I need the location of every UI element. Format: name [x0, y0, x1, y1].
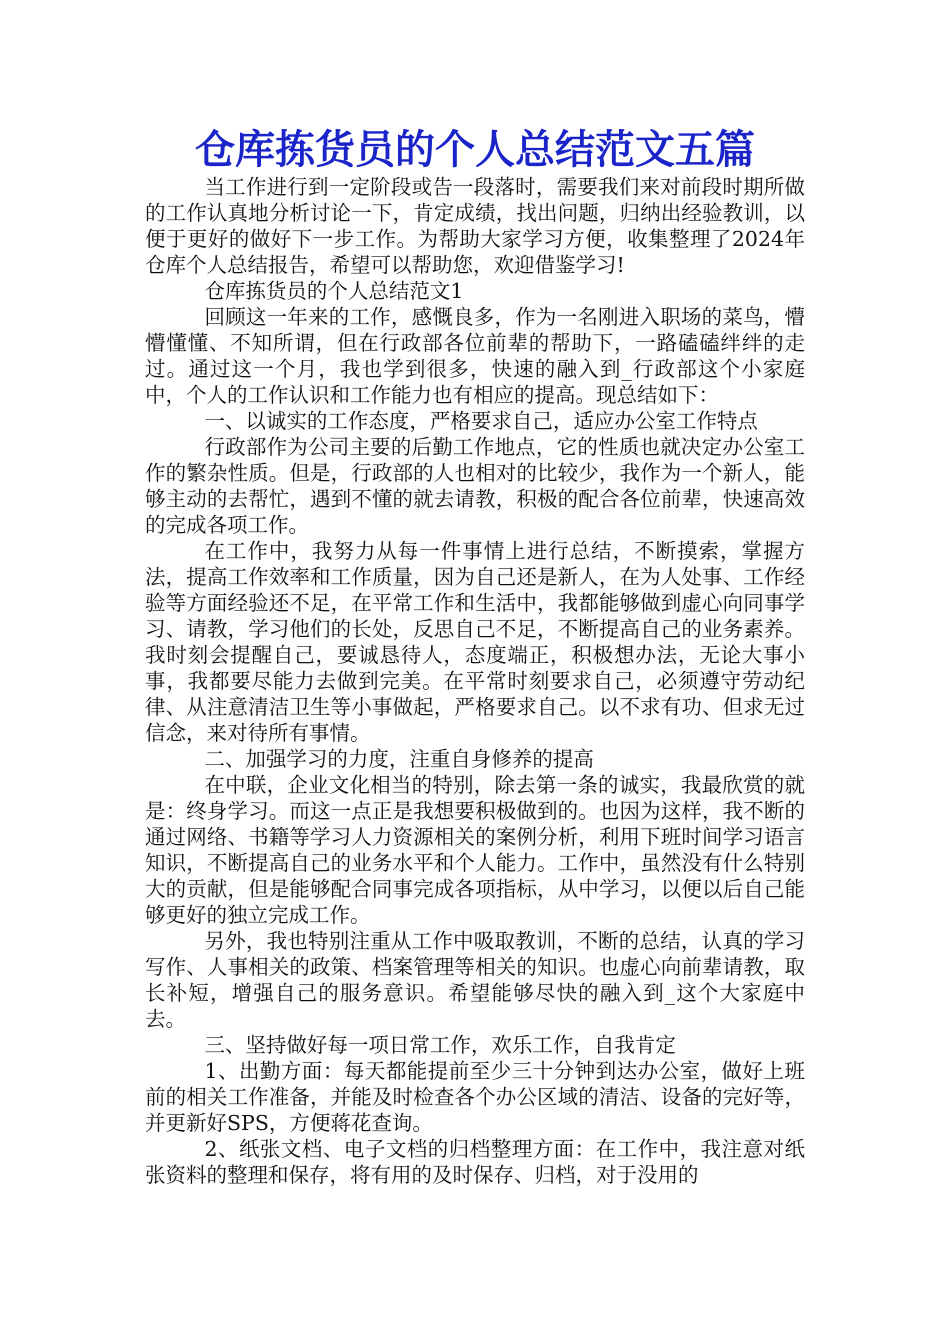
paragraph-review: 回顾这一年来的工作，感慨良多，作为一名刚进入职场的菜鸟，懵懵懂懂、不知所谓，但在行政部各位前辈的帮助下，一路磕磕绊绊的走过。通过这一个月，我也学到很多，快速的融入到_行政部这个小家庭中，个人的工作认识和工作能力也有相应的提高。现总结如下： [145, 305, 805, 407]
list-item-attendance: 1、出勤方面：每天都能提前至少三十分钟到达办公室，做好上班前的相关工作准备，并能及时检查各个办公区域的清洁、设备的完好等，并更新好SPS，方便蒋花查询。 [145, 1059, 805, 1135]
document-title: 仓库拣货员的个人总结范文五篇 [195, 126, 755, 173]
paragraph: 行政部作为公司主要的后勤工作地点，它的性质也就决定办公室工作的繁杂性质。但是，行政部的人也相对的比较少，我作为一个新人，能够主动的去帮忙，遇到不懂的就去请教，积极的配合各位前辈，快速高效的完成各项工作。 [145, 435, 805, 537]
paragraph: 在工作中，我努力从每一件事情上进行总结，不断摸索，掌握方法，提高工作效率和工作质量，因为自己还是新人，在为人处事、工作经验等方面经验还不足，在平常工作和生活中，我都能够做到虚心向同事学习、请教，学习他们的长处，反思自己不足，不断提高自己的业务素养。我时刻会提醒自己，要诚恳待人，态度端正，积极想办法，无论大事小事，我都要尽能力去做到完美。在平常时刻要求自己，必须遵守劳动纪律、从注意清洁卫生等小事做起，严格要求自己。以不求有功、但求无过信念，来对待所有事情。 [145, 539, 805, 745]
paragraph-intro: 当工作进行到一定阶段或告一段落时，需要我们来对前段时期所做的工作认真地分析讨论一下，肯定成绩，找出问题，归纳出经验教训，以便于更好的做好下一步工作。为帮助大家学习方便，收集整理了2024年仓库个人总结报告，希望可以帮助您，欢迎借鉴学习! [145, 175, 805, 277]
subheading-2: 二、加强学习的力度，注重自身修养的提高 [204, 747, 594, 771]
paragraph: 在中联，企业文化相当的特别，除去第一条的诚实，我最欣赏的就是：终身学习。而这一点正是我想要积极做到的。也因为这样，我不断的通过网络、书籍等学习人力资源相关的案例分析，利用下班时间学习语言知识，不断提高自己的业务水平和个人能力。工作中，虽然没有什么特别大的贡献，但是能够配合同事完成各项指标，从中学习，以便以后自己能够更好的独立完成工作。 [145, 773, 805, 927]
subheading-3: 三、坚持做好每一项日常工作，欢乐工作，自我肯定 [204, 1033, 676, 1057]
list-item-documents: 2、纸张文档、电子文档的归档整理方面：在工作中，我注意对纸张资料的整理和保存，将有用的及时保存、归档，对于没用的 [145, 1137, 805, 1187]
subheading-1: 一、以诚实的工作态度，严格要求自己，适应办公室工作特点 [204, 409, 758, 433]
section-heading-sample-1: 仓库拣货员的个人总结范文1 [204, 279, 464, 303]
document-body [145, 174, 805, 1188]
paragraph: 另外，我也特别注重从工作中吸取教训，不断的总结，认真的学习写作、人事相关的政策、档案管理等相关的知识。也虚心向前辈请教，取长补短，增强自己的服务意识。希望能够尽快的融入到_这个大家庭中去。 [145, 929, 805, 1031]
